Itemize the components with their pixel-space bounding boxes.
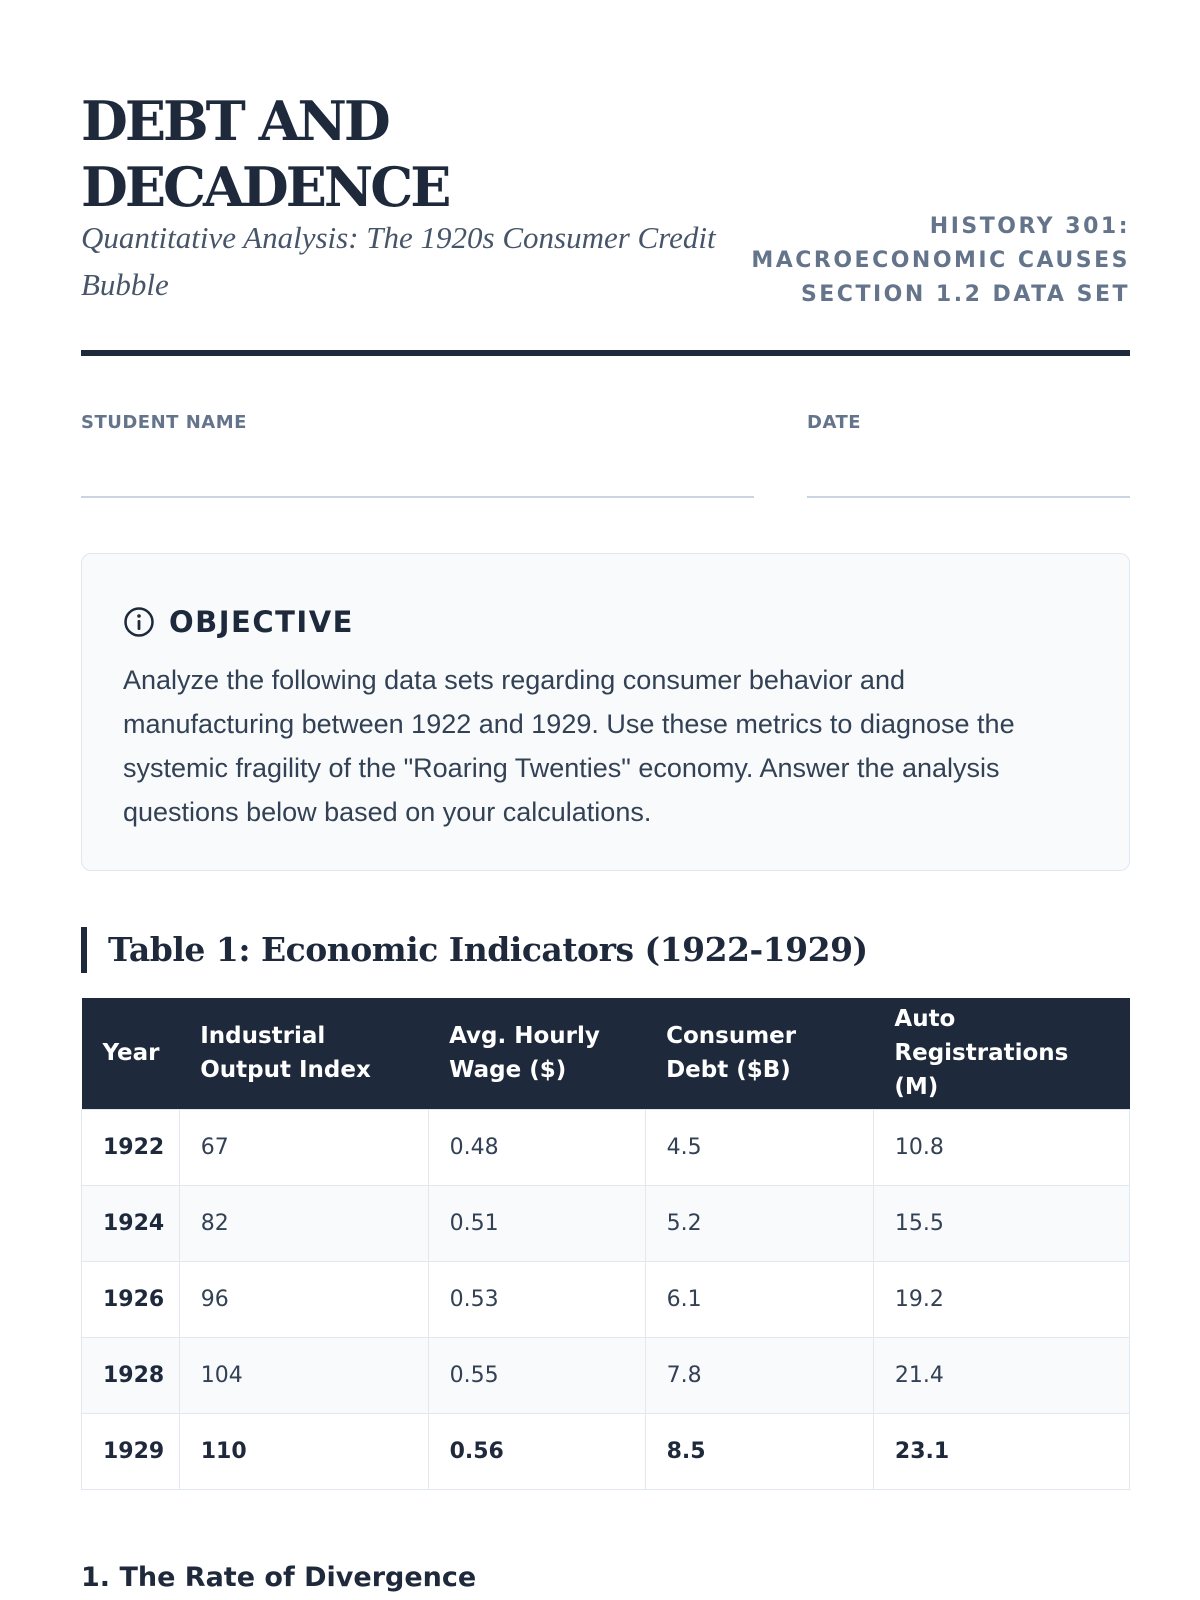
table-cell: 15.5 [873, 1185, 1129, 1261]
table-row [82, 1185, 1130, 1261]
page-title-line-2: DECADENCE [81, 155, 449, 219]
table-cell: 10.8 [873, 1109, 1129, 1185]
table-cell: 21.4 [873, 1337, 1129, 1413]
table-cell: 110 [179, 1413, 428, 1489]
table-cell-year: 1926 [82, 1261, 180, 1337]
worksheet-page [81, 0, 1130, 1600]
column-header-year: Year [82, 998, 180, 1109]
table-cell: 19.2 [873, 1261, 1129, 1337]
course-info [730, 210, 1130, 312]
page-title-line-1: DEBT AND [81, 89, 388, 153]
date-label: DATE [807, 412, 862, 433]
course-info-line-1: HISTORY 301: [929, 214, 1130, 239]
student-name-field[interactable] [81, 412, 754, 433]
table-cell: 5.2 [645, 1185, 873, 1261]
table-heading-accent-bar [81, 927, 87, 973]
objective-panel [81, 553, 1130, 871]
table-cell: 0.56 [428, 1413, 645, 1489]
table-row [82, 1261, 1130, 1337]
table-cell: 96 [179, 1261, 428, 1337]
page-title [81, 88, 641, 220]
table-cell: 4.5 [645, 1109, 873, 1185]
date-line[interactable] [807, 496, 1130, 498]
table-cell: 7.8 [645, 1337, 873, 1413]
column-header-consumer-debt: Consumer Debt ($B) [645, 998, 873, 1109]
question-1-heading: 1. The Rate of Divergence [81, 1562, 477, 1593]
date-field[interactable] [807, 412, 1130, 433]
table-row [82, 1337, 1130, 1413]
table-heading-text: Table 1: Economic Indicators (1922-1929) [108, 930, 868, 969]
page-subtitle: Quantitative Analysis: The 1920s Consumer Credit Bubble [81, 220, 716, 302]
info-icon [123, 606, 155, 638]
table-heading [81, 925, 1130, 973]
table-cell: 6.1 [645, 1261, 873, 1337]
objective-text: Analyze the following data sets regarding consumer behavior and manufacturing between 1922 and 1929. Use these metrics to diagnose the systemic fragility of the "Roaring Twenties" economy. Answer the analysis questions below based on your calculations. [123, 665, 1015, 827]
table-row [82, 1109, 1130, 1185]
table-cell: 67 [179, 1109, 428, 1185]
table-cell: 0.48 [428, 1109, 645, 1185]
economic-indicators-table [81, 998, 1130, 1490]
course-info-line-2: MACROECONOMIC CAUSES [751, 248, 1130, 273]
table-cell-year: 1922 [82, 1109, 180, 1185]
column-header-hourly-wage: Avg. Hourly Wage ($) [428, 998, 645, 1109]
student-name-line[interactable] [81, 496, 754, 498]
course-info-line-3: SECTION 1.2 DATA SET [800, 282, 1130, 307]
header-divider [81, 350, 1130, 356]
worksheet-header [81, 0, 1130, 358]
table-cell-year: 1928 [82, 1337, 180, 1413]
column-header-industrial-output: Industrial Output Index [179, 998, 428, 1109]
column-header-auto-registrations: Auto Registrations (M) [873, 998, 1129, 1109]
table-row-highlight [82, 1413, 1130, 1489]
student-name-label: STUDENT NAME [81, 412, 247, 433]
table-cell: 104 [179, 1337, 428, 1413]
table-cell: 0.51 [428, 1185, 645, 1261]
table-cell: 8.5 [645, 1413, 873, 1489]
table-cell-year: 1924 [82, 1185, 180, 1261]
table-cell: 82 [179, 1185, 428, 1261]
objective-title: OBJECTIVE [169, 605, 354, 639]
table-cell: 0.55 [428, 1337, 645, 1413]
table-cell: 0.53 [428, 1261, 645, 1337]
table-header-row [82, 998, 1130, 1109]
table-cell-year: 1929 [82, 1413, 180, 1489]
table-cell: 23.1 [873, 1413, 1129, 1489]
objective-header [123, 602, 354, 642]
